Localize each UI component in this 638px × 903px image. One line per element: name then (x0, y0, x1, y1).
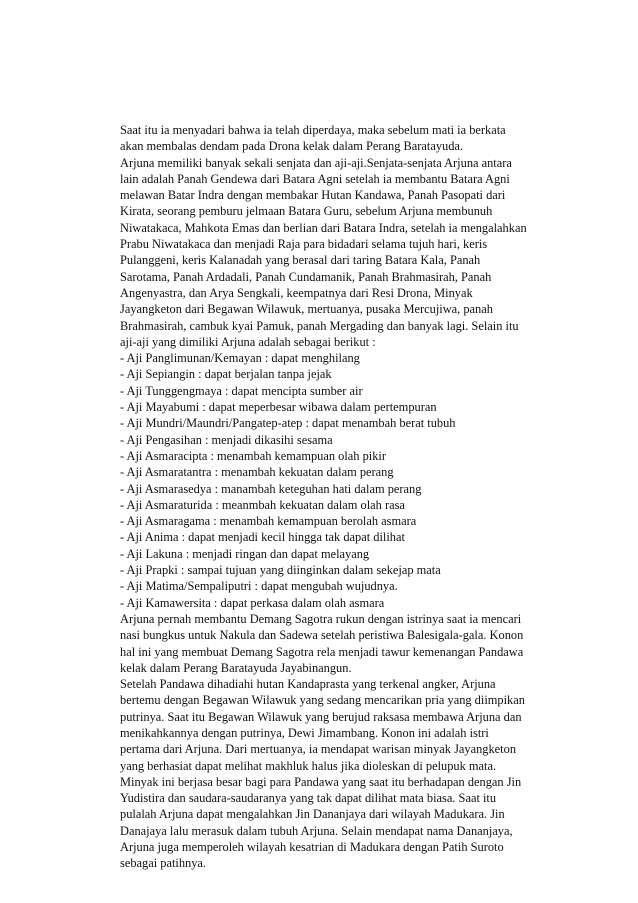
text-line: - Aji Lakuna : menjadi ringan dan dapat melayang (120, 546, 370, 561)
text-line: - Aji Asmaragama : menambah kemampuan berolah asmara (120, 514, 417, 529)
text-line: - Aji Panglimunan/Kemayan : dapat menghilang (120, 351, 360, 366)
text-line: Minyak ini berjasa besar bagi para Pandawa yang saat itu berhadapan dengan Jin (120, 774, 522, 789)
text-line: - Aji Anima : dapat menjadi kecil hingga tak dapat dilihat (120, 530, 405, 545)
text-line: - Aji Asmaratantra : menambah kekuatan dalam perang (120, 465, 394, 480)
text-line: Yudistira dan saudara-saudaranya yang tak dapat dilihat mata biasa. Saat itu (120, 791, 497, 806)
text-line: - Aji Sepiangin : dapat berjalan tanpa jejak (120, 367, 332, 382)
text-line: - Aji Prapki : sampai tujuan yang diinginkan dalam sekejap mata (120, 563, 441, 578)
text-line: akan membalas dendam pada Drona kelak dalam Perang Baratayuda. (120, 139, 464, 154)
text-line: aji-aji yang dimiliki Arjuna adalah sebagai berikut : (120, 334, 376, 349)
text-line: yang berhasiat dapat melihat makhluk halus jika dioleskan di pelupuk mata. (120, 758, 497, 773)
text-line: - Aji Pengasihan : menjadi dikasihi sesama (120, 432, 333, 447)
text-line: - Aji Asmarasedya : manambah keteguhan hati dalam perang (120, 481, 422, 496)
text-line: - Aji Mayabumi : dapat meperbesar wibawa dalam pertempuran (120, 400, 437, 415)
text-line: Pulanggeni, keris Kalanadah yang berasal dari taring Batara Kala, Panah (120, 253, 481, 268)
document-body (120, 122, 550, 872)
text-line: melawan Batar Indra dengan membakar Hutan Kandawa, Panah Pasopati dari (120, 188, 506, 203)
text-line: Arjuna pernah membantu Demang Sagotra rukun dengan istrinya saat ia mencari (120, 611, 522, 626)
text-line: kelak dalam Perang Baratayuda Jayabinangun. (120, 660, 352, 675)
text-line: Danajaya lalu merasuk dalam tubuh Arjuna. Selain mendapat nama Dananjaya, (120, 823, 513, 838)
text-line: Sarotama, Panah Ardadali, Panah Cundamanik, Panah Brahmasirah, Panah (120, 269, 492, 284)
text-line: Saat itu ia menyadari bahwa ia telah diperdaya, maka sebelum mati ia berkata (120, 123, 506, 137)
text-line: nasi bungkus untuk Nakula dan Sadewa setelah peristiwa Balesigala-gala. Konon (120, 628, 524, 643)
text-line: - Aji Tunggengmaya : dapat mencipta sumber air (120, 383, 363, 398)
text-line: Prabu Niwatakaca dan menjadi Raja para bidadari selama tujuh hari, keris (120, 237, 488, 252)
text-line: Kirata, seorang pemburu jelmaan Batara Guru, sebelum Arjuna membunuh (120, 204, 493, 219)
text-line: - Aji Kamawersita : dapat perkasa dalam olah asmara (120, 595, 385, 610)
text-line: Arjuna memiliki banyak sekali senjata dan aji-aji.Senjata-senjata Arjuna antara (120, 155, 512, 170)
text-line: pertama dari Arjuna. Dari mertuanya, ia mendapat warisan minyak Jayangketon (120, 742, 517, 757)
text-line: Jayangketon dari Begawan Wilawuk, mertuanya, pusaka Mercujiwa, panah (120, 302, 493, 317)
text-line: bertemu dengan Begawan Wilawuk yang sedang mencarikan pria yang diimpikan (120, 693, 525, 708)
text-line: - Aji Asmaracipta : menambah kemampuan olah pikir (120, 448, 386, 463)
text-line: menikahkannya dengan putrinya, Dewi Jimambang. Konon ini adalah istri (120, 725, 489, 740)
text-line: Setelah Pandawa dihadiahi hutan Kandaprasta yang terkenal angker, Arjuna (120, 677, 496, 692)
text-line: sebagai patihnya. (120, 856, 207, 871)
text-line: - Aji Asmaraturida : meanmbah kekuatan dalam olah rasa (120, 497, 405, 512)
text-line: Angenyastra, dan Arya Sengkali, keempatnya dari Resi Drona, Minyak (120, 285, 473, 300)
text-line: pulalah Arjuna dapat mengalahkan Jin Dananjaya dari wilayah Madukara. Jin (120, 807, 505, 822)
text-line: Arjuna juga memperoleh wilayah kesatrian di Madukara dengan Patih Suroto (120, 840, 504, 855)
text-line: Brahmasirah, cambuk kyai Pamuk, panah Mergading dan banyak lagi. Selain itu (120, 318, 519, 333)
text-line: putrinya. Saat itu Begawan Wilawuk yang berujud raksasa membawa Arjuna dan (120, 709, 522, 724)
text-line: hal ini yang membuat Demang Sagotra rela menjadi tawur kemenangan Pandawa (120, 644, 524, 659)
text-line: - Aji Mundri/Maundri/Pangatep-atep : dapat menambah berat tubuh (120, 416, 456, 431)
text-line: - Aji Matima/Sempaliputri : dapat mengubah wujudnya. (120, 579, 398, 594)
text-line: lain adalah Panah Gendewa dari Batara Agni setelah ia membantu Batara Agni (120, 171, 510, 186)
text-line: Niwatakaca, Mahkota Emas dan berlian dari Batara Indra, setelah ia mengalahkan (120, 220, 527, 235)
